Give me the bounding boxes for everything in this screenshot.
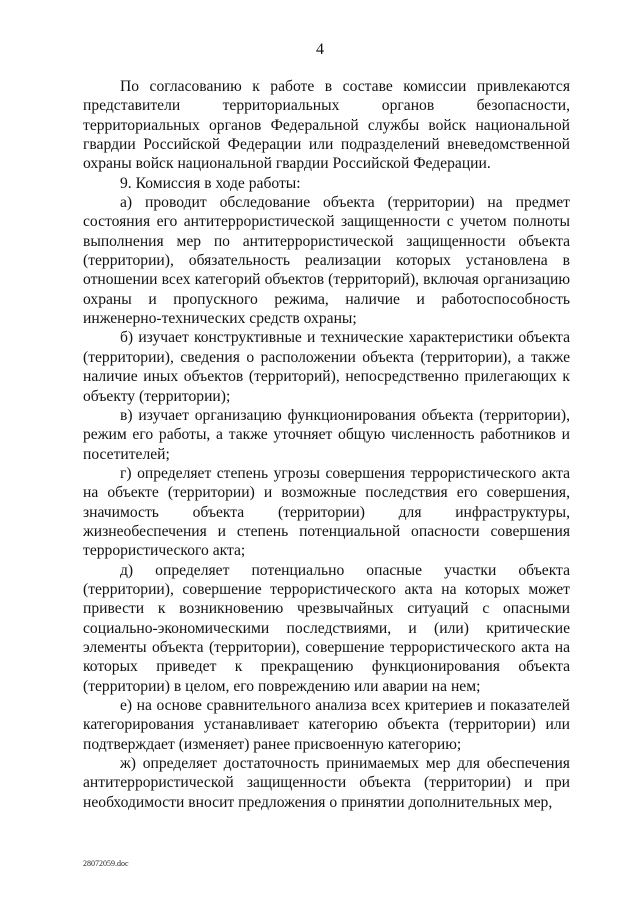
paragraph-item-zh: ж) определяет достаточность принимаемых мер для обеспечения антитеррористической защищенности объекта (территории) и при необходимости вносит предложения о принятии дополнительных мер, [83,755,570,811]
page-number: 4 [316,41,324,58]
paragraph-item-g: г) определяет степень угрозы совершения террористического акта на объекте (территории) и возможные последствия его совершения, значимость объекта (территории) для инфраструктуры, жизнеобеспечения и степень потенциальной опасности совершения террористического акта; [83,464,570,560]
paragraph-item-v: в) изучает организацию функционирования объекта (территории), режим его работы, а также уточняет общую численность работников и посетителей; [83,406,570,463]
paragraph-item-9-heading: 9. Комиссия в ходе работы: [120,174,301,192]
paragraph-commission-involvement: По согласованию к работе в составе комиссии привлекаются представители территориальных органов безопасности, территориальных органов Федеральной службы войск национальной гвардии Российской Федерации или подразделений вневедомственной охраны войск национальной гвардии Российской Федерации. [83,78,570,173]
paragraph-item-e: е) на основе сравнительного анализа всех критериев и показателей категорирования устанавливает категорию объекта (территории) или подтверждает (изменяет) ранее присвоенную категорию; [83,697,570,753]
paragraph-item-b: б) изучает конструктивные и технические характеристики объекта (территории), сведения о расположении объекта (территории), а также наличие иных объектов (территорий), непосредственно прилегающих к объекту (территории); [83,329,570,405]
paragraph-item-d: д) определяет потенциально опасные участки объекта (территории), совершение террористического акта на которых может привести к возникновению чрезвычайных ситуаций с опасными социально-экономическими последствиями, и (или) критические элементы объекта (территории), совершение террористического акта на которых приведет к прекращению функционирования объекта (территории) в целом, его повреждению или аварии на нем; [83,561,570,695]
paragraph-item-a: а) проводит обследование объекта (территории) на предмет состояния его антитеррористической защищенности с учетом полноты выполнения мер по антитеррористической защищенности объекта (территории), обязательность реализации которых установлена в отношении всех категорий объектов (территорий), включая организацию охраны и пропускного режима, наличие и работоспособность инженерно-технических средств охраны; [83,194,570,328]
document-body [83,77,570,812]
document-file-name: 28072059.doc [83,859,129,868]
